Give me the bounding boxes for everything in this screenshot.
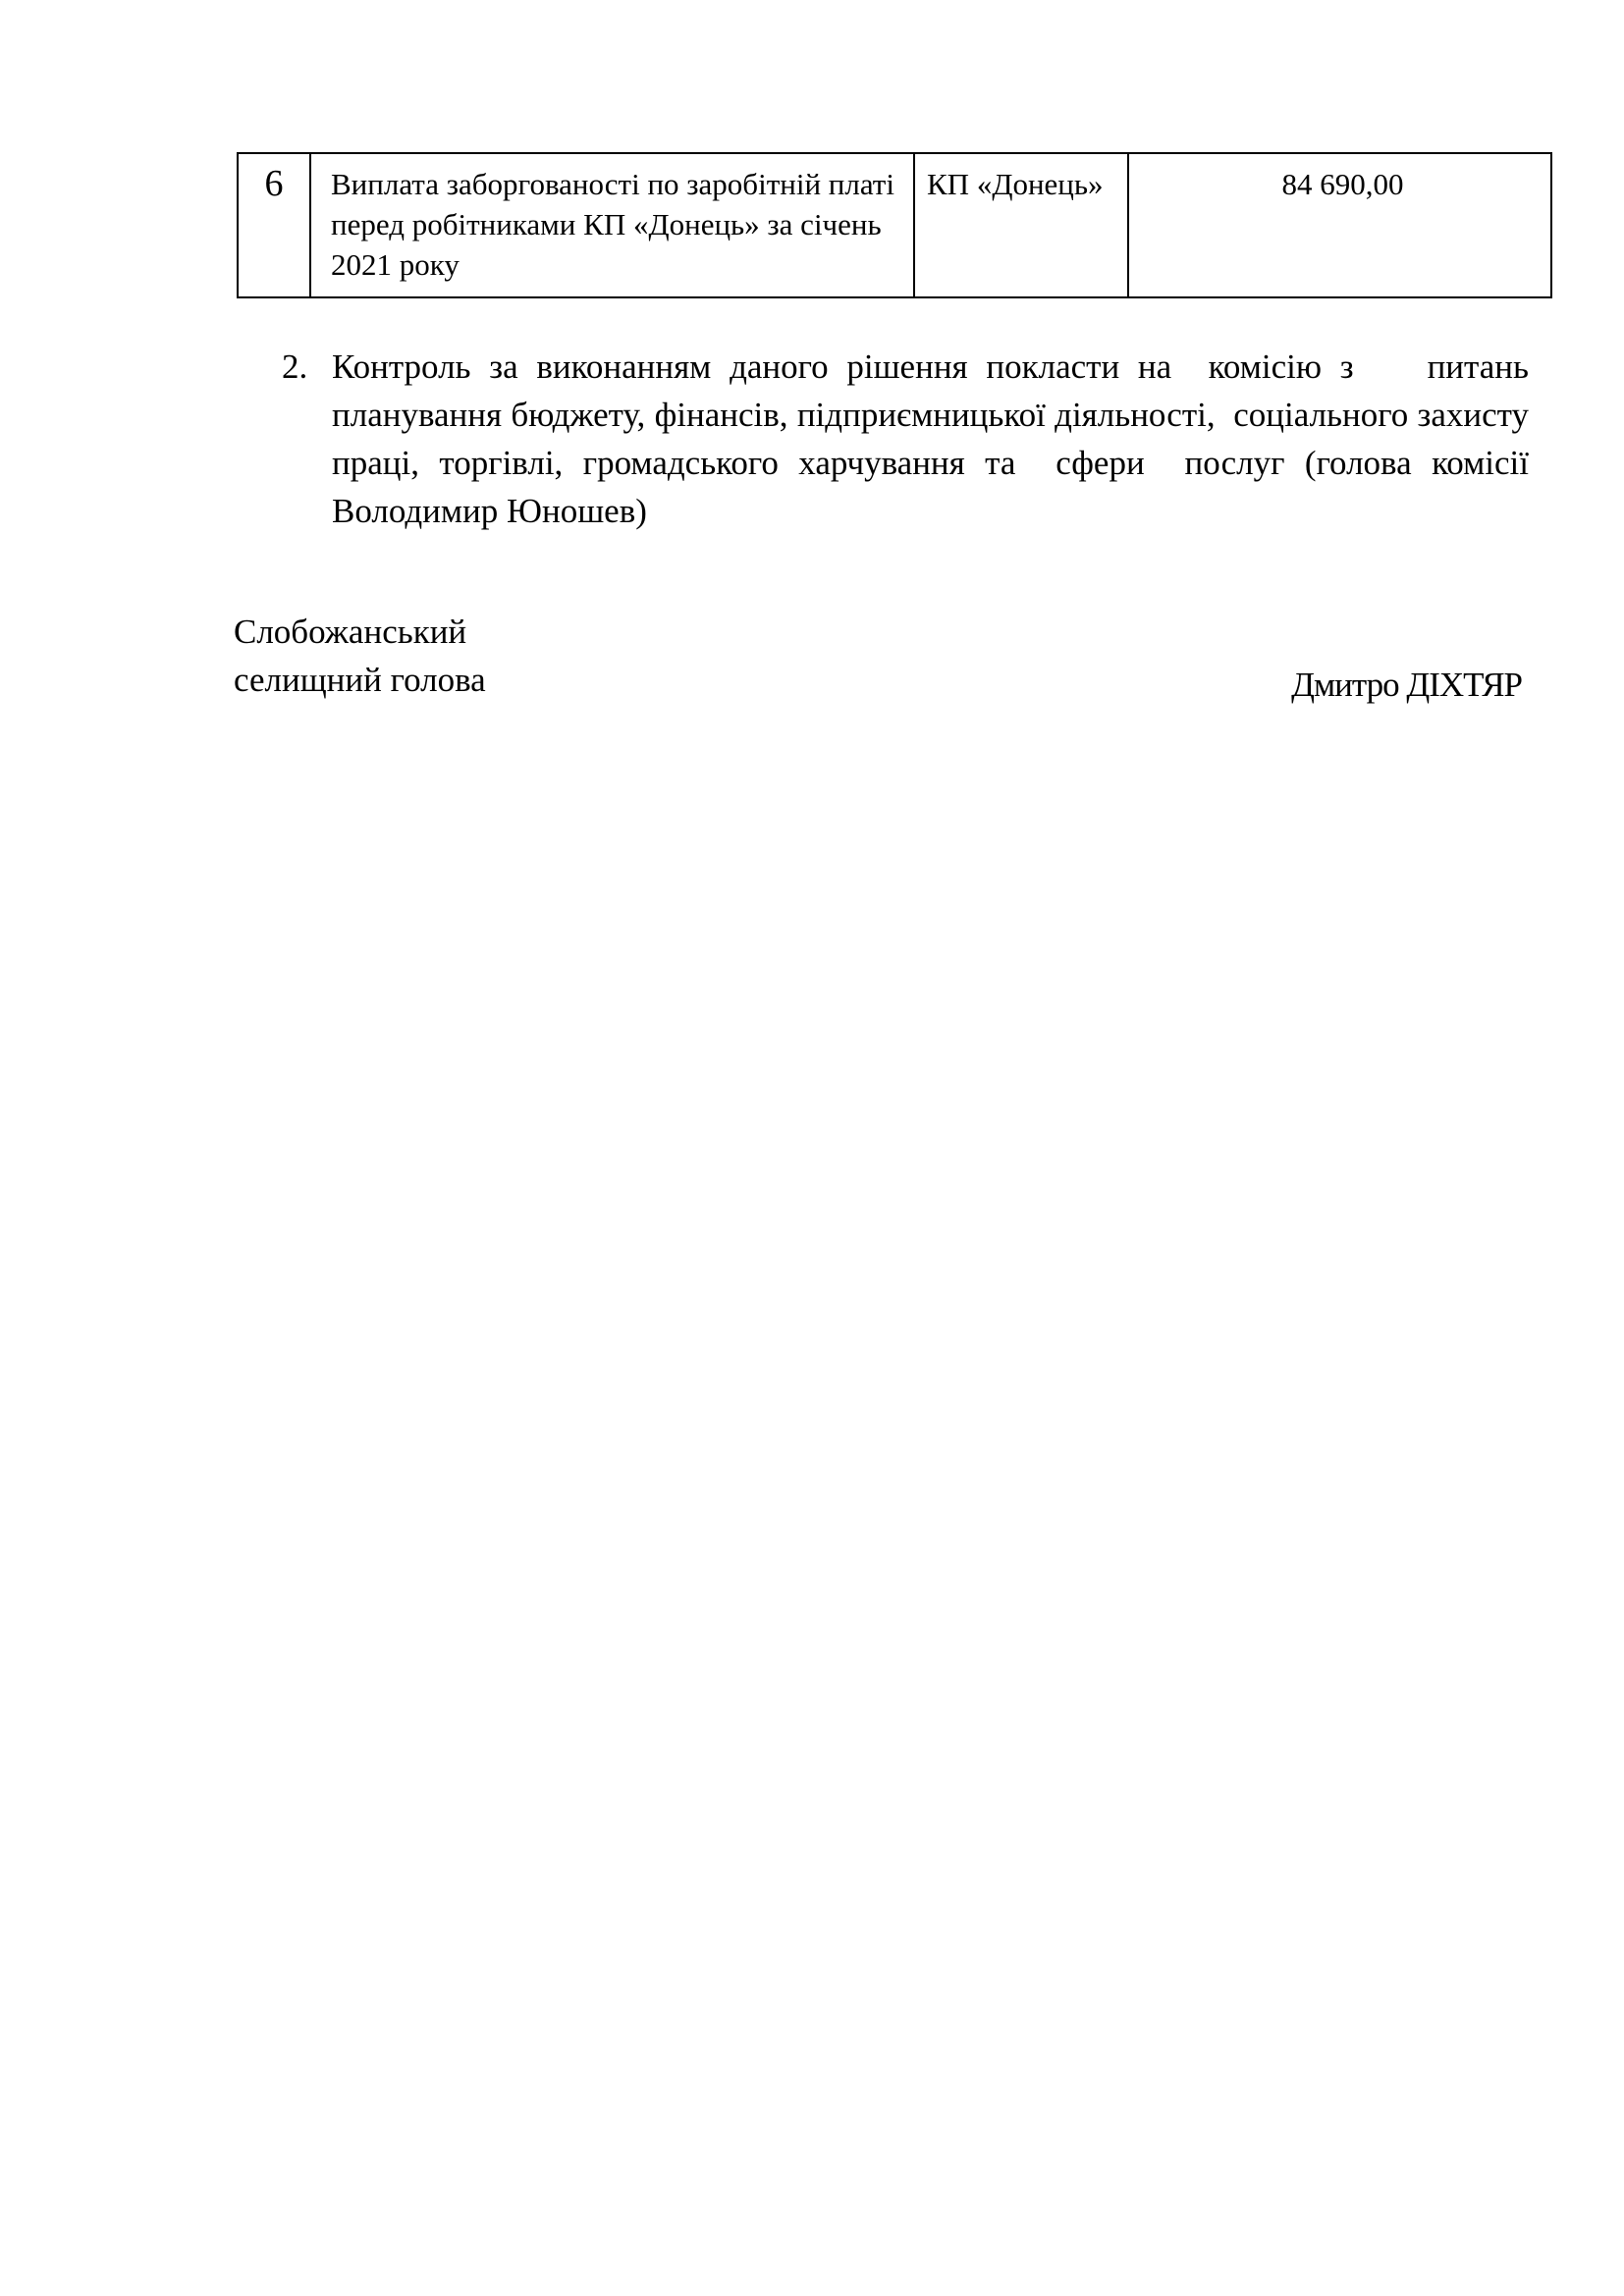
numbered-item-2 [282, 343, 1546, 535]
row-number: 6 [238, 153, 310, 297]
row-organization: КП «Донець» [914, 153, 1128, 297]
table-row [238, 153, 1551, 297]
signatory-title-line-1: Слобожанський [234, 613, 467, 651]
row-amount: 84 690,00 [1128, 153, 1551, 297]
row-description: Виплата заборгованості по заробітній платі перед робітниками КП «Донець» за січень 2021 року [310, 153, 914, 297]
signatory-title [234, 608, 486, 704]
item-number: 2. [282, 347, 308, 386]
budget-table [237, 152, 1552, 298]
signatory-name: Дмитро ДІХТЯР [1291, 666, 1522, 704]
item-text: Контроль за виконанням даного рішення покласти на комісію з питань планування бюджету, фінансів, підприємницької діяльності, соціального захисту праці, торгівлі, громадського харчування та сфери послуг (голова комісії Володимир Юношев) [332, 347, 1546, 530]
signatory-title-line-2: селищний голова [234, 661, 486, 699]
